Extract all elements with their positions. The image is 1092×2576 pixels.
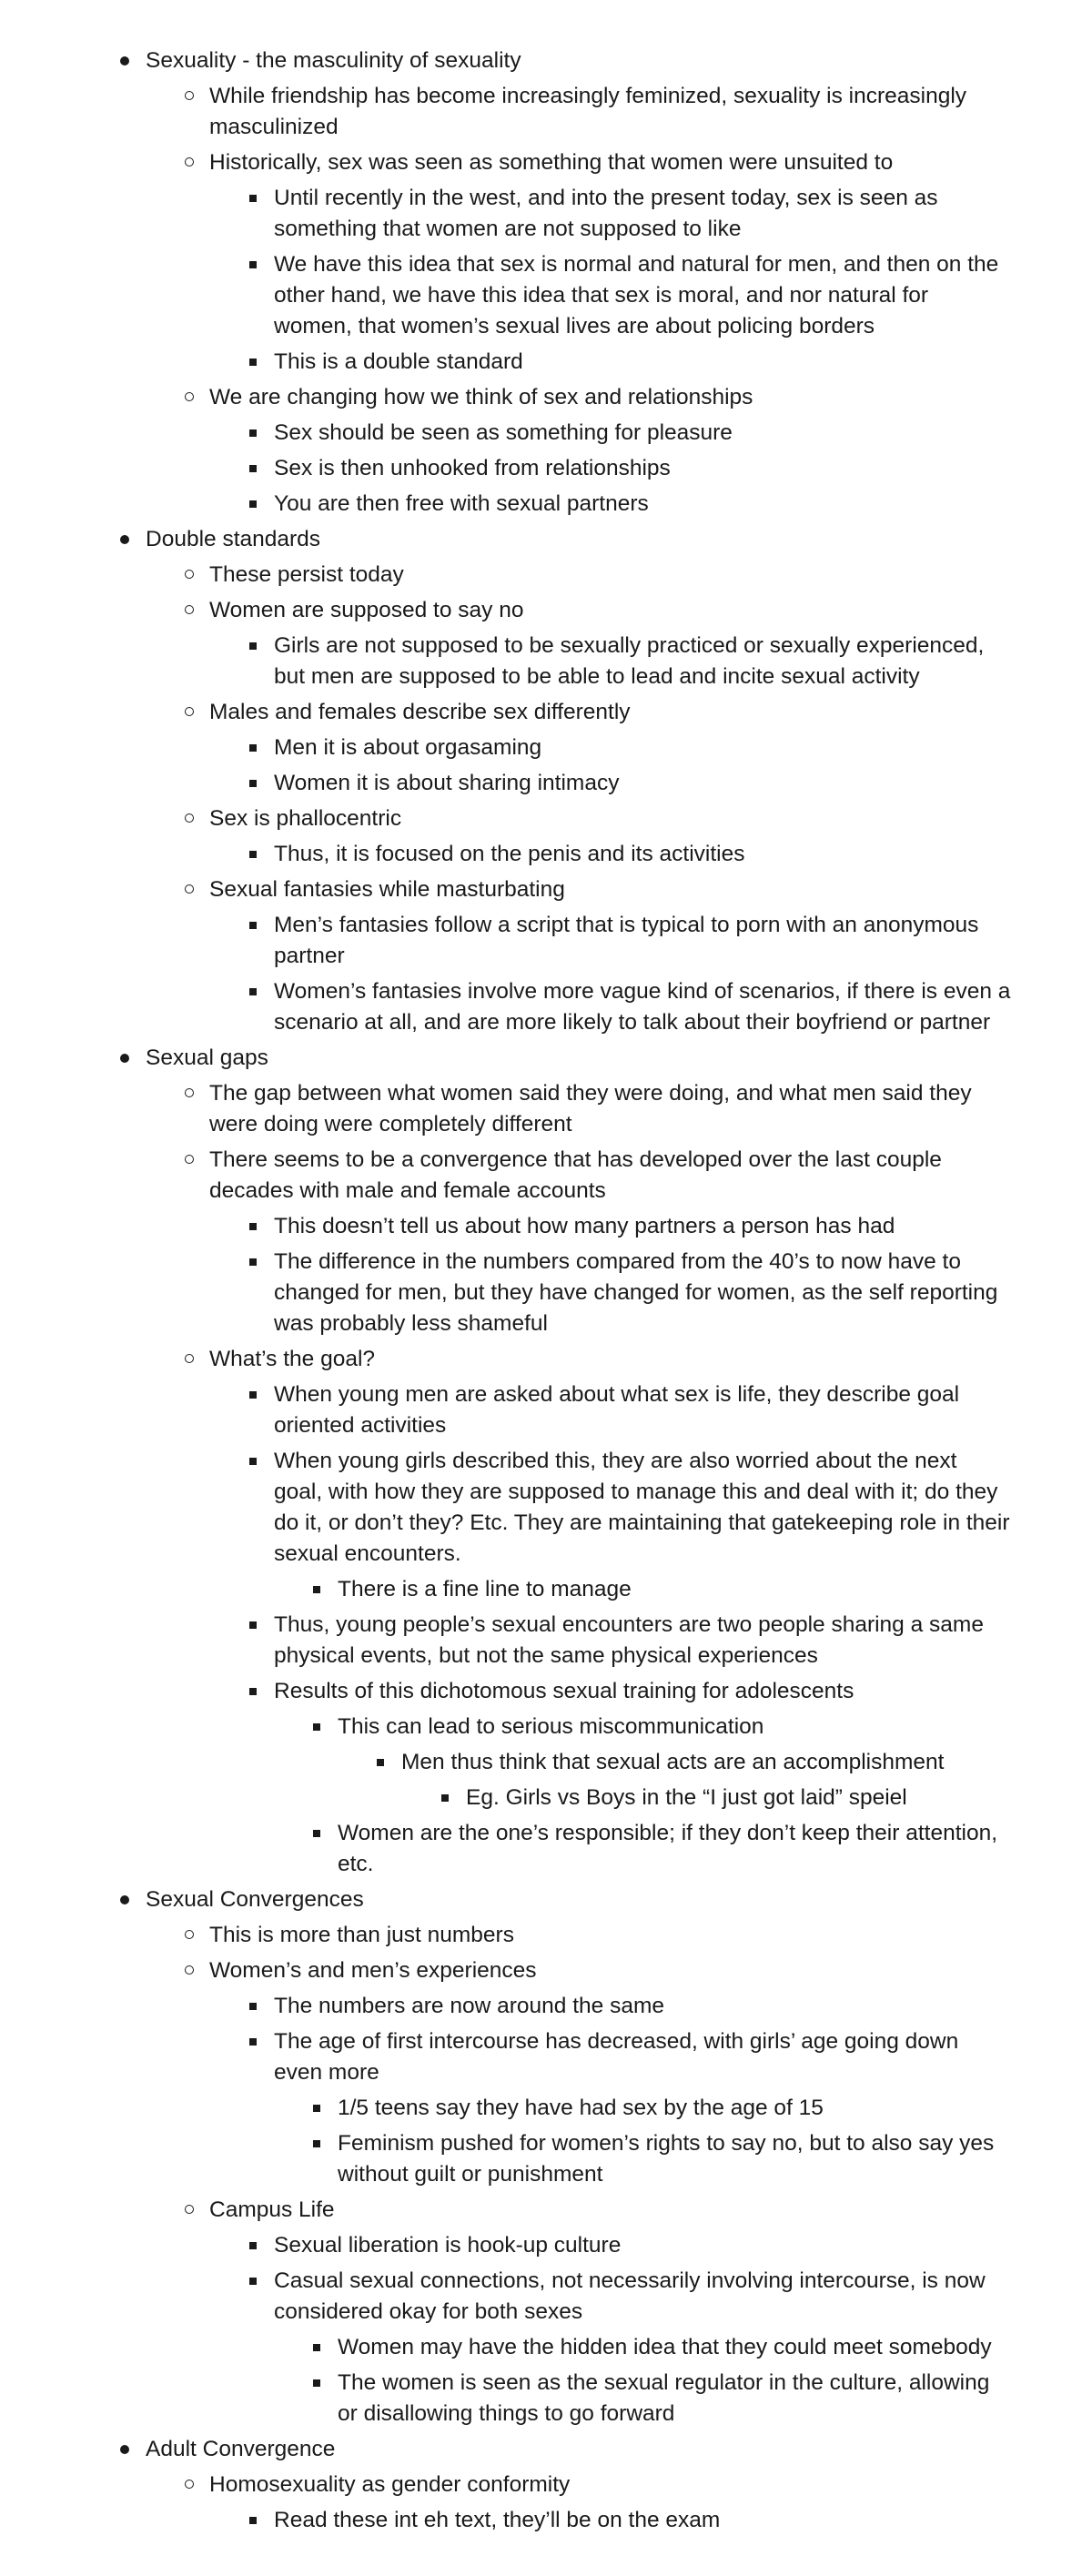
bullet-icon bbox=[120, 1054, 129, 1063]
outline-item-level-3 bbox=[0, 839, 1011, 870]
bullet-icon bbox=[249, 359, 257, 366]
outline-item-text: We are changing how we think of sex and relationships bbox=[209, 385, 753, 409]
outline-item-text: When young men are asked about what sex is life, they describe goal oriented activities bbox=[274, 1382, 960, 1438]
bullet-icon bbox=[313, 1586, 320, 1593]
outline-item-level-3 bbox=[0, 1610, 1011, 1672]
outline-item-level-3 bbox=[0, 2230, 1011, 2261]
outline-item-text: Sexual fantasies while masturbating bbox=[209, 877, 565, 902]
outline-item-text: This doesn’t tell us about how many partners a person has had bbox=[274, 1214, 895, 1238]
outline-item-level-2 bbox=[0, 697, 1001, 728]
outline-item-text: Historically, sex was seen as something that women were unsuited to bbox=[209, 150, 894, 175]
bullet-icon bbox=[249, 2278, 257, 2285]
outline-item-level-3 bbox=[0, 453, 1011, 484]
outline-item-level-3 bbox=[0, 418, 1011, 449]
notes-outline bbox=[0, 45, 1092, 2541]
bullet-icon bbox=[120, 1895, 129, 1904]
outline-item-text: You are then free with sexual partners bbox=[274, 491, 649, 516]
outline-item-text: Sex should be seen as something for pleasure bbox=[274, 420, 733, 445]
outline-item-text: Casual sexual connections, not necessarily involving intercourse, is now considered okay for both sexes bbox=[274, 2268, 986, 2324]
outline-item-level-2 bbox=[0, 560, 1001, 591]
outline-item-text: Sex is phallocentric bbox=[209, 806, 402, 831]
bullet-icon bbox=[185, 2205, 194, 2214]
outline-item-text: Until recently in the west, and into the present today, sex is seen as something that women are not supposed to like bbox=[274, 186, 938, 241]
outline-item-text: Campus Life bbox=[209, 2197, 335, 2222]
outline-item-level-3 bbox=[0, 1991, 1011, 2022]
bullet-icon bbox=[185, 1354, 194, 1363]
outline-item-text: This is a double standard bbox=[274, 349, 523, 374]
outline-item-text: Women may have the hidden idea that they could meet somebody bbox=[338, 2335, 992, 2359]
outline-item-level-6 bbox=[0, 1783, 1012, 1813]
bullet-icon bbox=[249, 744, 257, 752]
outline-item-text: When young girls described this, they are also worried about the next goal, with how they are supposed to manage this and deal with it; do they do it, or don’t they? Etc. They are maintaining that gatekeeping role in their sexual encounters. bbox=[274, 1449, 1010, 1566]
outline-item-text: Women it is about sharing intimacy bbox=[274, 771, 620, 795]
outline-item-level-3 bbox=[0, 976, 1011, 1038]
outline-item-text: Women’s fantasies involve more vague kind of scenarios, if there is even a scenario at all, and are more likely to talk about their boyfriend or partner bbox=[274, 979, 1011, 1035]
outline-item-text: The difference in the numbers compared from the 40’s to now have to changed for men, but they have changed for women, as the self reporting was probably less shameful bbox=[274, 1249, 998, 1336]
outline-item-text: Results of this dichotomous sexual training for adolescents bbox=[274, 1679, 854, 1703]
outline-item-text: The age of first intercourse has decreased, with girls’ age going down even more bbox=[274, 2029, 959, 2085]
outline-item-text: Males and females describe sex differently bbox=[209, 700, 631, 724]
outline-item-level-3 bbox=[0, 1211, 1011, 1242]
bullet-icon bbox=[249, 851, 257, 858]
outline-item-level-4 bbox=[0, 2128, 1011, 2190]
outline-item-text: Women’s and men’s experiences bbox=[209, 1958, 537, 1983]
outline-item-level-1 bbox=[0, 524, 1001, 555]
outline-item-level-4 bbox=[0, 1712, 1011, 1743]
bullet-icon bbox=[249, 465, 257, 472]
outline-item-text: Feminism pushed for women’s rights to say no, but to also say yes without guilt or punishment bbox=[338, 2131, 995, 2187]
bullet-icon bbox=[249, 261, 257, 268]
outline-item-text: What’s the goal? bbox=[209, 1347, 376, 1371]
outline-item-level-3 bbox=[0, 1446, 1011, 1570]
bullet-icon bbox=[185, 1930, 194, 1939]
outline-item-text: Double standards bbox=[146, 527, 321, 551]
bullet-icon bbox=[313, 2344, 320, 2351]
outline-item-level-1 bbox=[0, 45, 1001, 76]
bullet-icon bbox=[441, 1794, 449, 1802]
outline-item-level-2 bbox=[0, 1078, 1001, 1140]
bullet-icon bbox=[120, 2445, 129, 2454]
bullet-icon bbox=[249, 1458, 257, 1465]
bullet-icon bbox=[249, 988, 257, 995]
outline-item-text: Sex is then unhooked from relationships bbox=[274, 456, 671, 480]
bullet-icon bbox=[185, 91, 194, 100]
outline-item-level-2 bbox=[0, 2195, 1001, 2226]
outline-item-level-1 bbox=[0, 1043, 1001, 1074]
bullet-icon bbox=[185, 884, 194, 894]
bullet-icon bbox=[313, 2140, 320, 2147]
outline-item-text: The women is seen as the sexual regulator in the culture, allowing or disallowing things to go forward bbox=[338, 2370, 990, 2426]
outline-item-level-2 bbox=[0, 382, 1001, 413]
bullet-icon bbox=[249, 1621, 257, 1629]
outline-item-level-2 bbox=[0, 1344, 1001, 1375]
outline-item-text: Men it is about orgasaming bbox=[274, 735, 542, 760]
outline-item-level-3 bbox=[0, 631, 1011, 692]
outline-item-text: Read these int eh text, they’ll be on the exam bbox=[274, 2508, 721, 2532]
bullet-icon bbox=[249, 1391, 257, 1399]
bullet-icon bbox=[249, 2038, 257, 2046]
outline-item-level-3 bbox=[0, 1247, 1011, 1339]
bullet-icon bbox=[185, 707, 194, 716]
bullet-icon bbox=[249, 1688, 257, 1695]
bullet-icon bbox=[249, 1223, 257, 1230]
outline-item-level-1 bbox=[0, 1884, 1001, 1915]
outline-item-level-2 bbox=[0, 81, 1001, 143]
bullet-icon bbox=[313, 1723, 320, 1731]
outline-item-text: Sexual liberation is hook-up culture bbox=[274, 2233, 622, 2258]
outline-item-text: We have this idea that sex is normal and natural for men, and then on the other hand, we have this idea that sex is moral, and nor natural for women, that women’s sexual lives are about policing borders bbox=[274, 252, 999, 338]
outline-item-text: Eg. Girls vs Boys in the “I just got laid” speiel bbox=[466, 1785, 907, 1810]
outline-item-text: The numbers are now around the same bbox=[274, 1994, 664, 2018]
outline-item-level-4 bbox=[0, 2093, 1011, 2124]
outline-item-level-2 bbox=[0, 1920, 1001, 1951]
bullet-icon bbox=[185, 1088, 194, 1097]
outline-item-level-3 bbox=[0, 2026, 1011, 2088]
outline-item-text: These persist today bbox=[209, 562, 404, 587]
outline-item-text: Men’s fantasies follow a script that is typical to porn with an anonymous partner bbox=[274, 913, 979, 968]
outline-item-level-4 bbox=[0, 1818, 1011, 1880]
outline-item-level-4 bbox=[0, 2332, 1011, 2363]
bullet-icon bbox=[185, 392, 194, 401]
outline-item-text: Girls are not supposed to be sexually practiced or sexually experienced, but men are supposed to be able to lead and incite sexual activity bbox=[274, 633, 985, 689]
outline-item-level-2 bbox=[0, 874, 1001, 905]
outline-item-text: This can lead to serious miscommunication bbox=[338, 1714, 764, 1739]
bullet-icon bbox=[377, 1759, 384, 1766]
bullet-icon bbox=[249, 1258, 257, 1266]
bullet-icon bbox=[249, 922, 257, 929]
bullet-icon bbox=[313, 1830, 320, 1837]
outline-item-level-3 bbox=[0, 1676, 1011, 1707]
outline-item-text: Sexual gaps bbox=[146, 1046, 268, 1070]
bullet-icon bbox=[249, 500, 257, 508]
outline-item-text: There seems to be a convergence that has developed over the last couple decades with male and female accounts bbox=[209, 1147, 942, 1203]
outline-item-level-4 bbox=[0, 2368, 1011, 2430]
bullet-icon bbox=[249, 642, 257, 650]
bullet-icon bbox=[313, 2105, 320, 2112]
bullet-icon bbox=[185, 1155, 194, 1164]
bullet-icon bbox=[185, 813, 194, 823]
outline-item-text: Women are the one’s responsible; if they don’t keep their attention, etc. bbox=[338, 1821, 998, 1876]
outline-item-text: Adult Convergence bbox=[146, 2437, 336, 2461]
outline-item-level-3 bbox=[0, 489, 1011, 520]
outline-item-level-3 bbox=[0, 347, 1011, 378]
outline-item-level-2 bbox=[0, 1955, 1001, 1986]
outline-item-text: This is more than just numbers bbox=[209, 1923, 514, 1947]
bullet-icon bbox=[249, 2242, 257, 2249]
outline-item-text: Men thus think that sexual acts are an accomplishment bbox=[401, 1750, 945, 1774]
bullet-icon bbox=[249, 2517, 257, 2524]
bullet-icon bbox=[120, 535, 129, 544]
outline-item-text: The gap between what women said they were doing, and what men said they were doing were completely different bbox=[209, 1081, 972, 1136]
bullet-icon bbox=[249, 780, 257, 787]
bullet-icon bbox=[185, 570, 194, 579]
outline-item-level-3 bbox=[0, 1379, 1011, 1441]
outline-item-level-3 bbox=[0, 183, 1011, 245]
outline-item-text: Sexual Convergences bbox=[146, 1887, 364, 1912]
outline-item-text: Women are supposed to say no bbox=[209, 598, 524, 622]
bullet-icon bbox=[313, 2379, 320, 2387]
bullet-icon bbox=[120, 56, 129, 66]
outline-item-level-3 bbox=[0, 768, 1011, 799]
outline-item-level-5 bbox=[0, 1747, 1011, 1778]
bullet-icon bbox=[249, 195, 257, 202]
bullet-icon bbox=[185, 157, 194, 167]
outline-item-level-2 bbox=[0, 595, 1001, 626]
outline-item-text: While friendship has become increasingly feminized, sexuality is increasingly masculinized bbox=[209, 84, 967, 139]
bullet-icon bbox=[249, 2003, 257, 2010]
outline-item-level-2 bbox=[0, 2470, 1001, 2500]
outline-item-level-3 bbox=[0, 249, 1011, 342]
outline-item-level-3 bbox=[0, 910, 1011, 972]
bullet-icon bbox=[185, 1965, 194, 1975]
outline-item-level-4 bbox=[0, 1574, 1011, 1605]
outline-item-text: There is a fine line to manage bbox=[338, 1577, 632, 1601]
bullet-icon bbox=[185, 2480, 194, 2489]
outline-item-level-3 bbox=[0, 732, 1011, 763]
outline-item-text: Homosexuality as gender conformity bbox=[209, 2472, 571, 2497]
outline-item-text: Thus, it is focused on the penis and its activities bbox=[274, 842, 745, 866]
outline-item-level-3 bbox=[0, 2505, 1011, 2536]
outline-item-level-2 bbox=[0, 147, 1001, 178]
outline-item-level-3 bbox=[0, 2266, 1011, 2328]
outline-item-text: Thus, young people’s sexual encounters are two people sharing a same physical events, but not the same physical experiences bbox=[274, 1612, 984, 1668]
bullet-icon bbox=[185, 605, 194, 614]
outline-item-level-2 bbox=[0, 1145, 1001, 1207]
outline-item-text: Sexuality - the masculinity of sexuality bbox=[146, 48, 521, 73]
bullet-icon bbox=[249, 429, 257, 437]
outline-item-level-1 bbox=[0, 2434, 1001, 2465]
outline-item-level-2 bbox=[0, 803, 1001, 834]
outline-item-text: 1/5 teens say they have had sex by the age of 15 bbox=[338, 2096, 824, 2120]
